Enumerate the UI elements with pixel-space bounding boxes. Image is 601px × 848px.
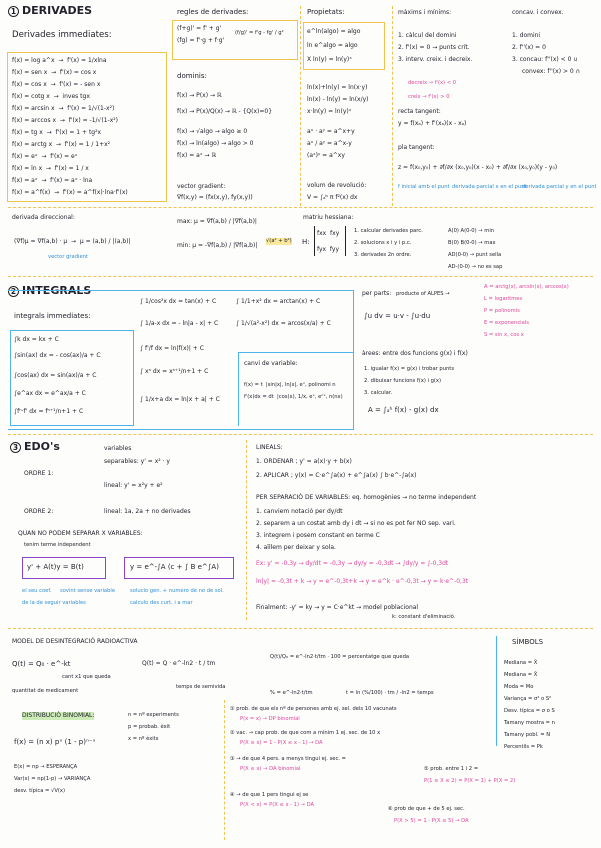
probability-case: ⑤ prob. entre 1 i 2 = (424, 766, 479, 772)
probability-case: ② vac. → cap prob. de que com a mínim 1 ej. sec. de 10 x (230, 730, 381, 736)
integral-row: ∫ 1/x+a dx = ln|x + a| + C (140, 396, 220, 403)
volume-formula: V = ∫ₐᵇ π f²(x) dx (307, 194, 358, 201)
binomial-stat: Var(x) = np(1-p) → VARIANÇA (14, 776, 91, 782)
derivative-rules-title: regles de derivades: (177, 8, 249, 16)
divider-h2 (8, 276, 593, 277)
alpes-row: P = polinomis (484, 308, 520, 314)
hessian-label: H: (302, 238, 310, 246)
max-min-step: 2. f'(x) = 0 → punts crít. (398, 44, 470, 51)
by-parts-formula: ∫u dv = u·v - ∫u·du (364, 312, 431, 320)
directional-derivative-title: derivada direccional: (12, 214, 75, 221)
change-variable-row: f'(x)dx = dt |cos(x), 1/x, eˣ, eⁿˣ, n(nx) (244, 394, 343, 400)
edo-no-separable-title: QUAN NO PODEM SEPARAR X VARIABLES: (18, 530, 143, 537)
edo-note: el seu coef. (22, 588, 52, 594)
gradient-title: vector gradient: (177, 183, 226, 190)
derivative-row: f(x) = sen x → f'(x) = cos x (12, 69, 97, 76)
property-row: ln(x)+ln(y) = ln(x·y) (307, 84, 368, 91)
hessian-step: 2. solucions x i y i p.c. (354, 240, 412, 246)
symbol-row: Mediana = X̄ (504, 672, 538, 678)
edo-order1-label: ORDRE 1: (24, 470, 54, 477)
symbol-row: Variança = σ² o S² (504, 696, 552, 702)
hessian-row: fxx fxy (317, 230, 340, 237)
probability-case: ① prob. de que els nº de persones amb ej. sel. dels 10 vacunats (230, 706, 397, 712)
probability-result: P(x = x) → DP binomial (240, 716, 300, 722)
edo-note: de la de seguir variables (22, 600, 86, 606)
probability-result: P(X ≤ x) → DA binomial (240, 766, 301, 772)
binomial-var: n = nº experiments (128, 712, 179, 718)
areas-title: àrees: entre dos funcions g(x) i f(x) (362, 350, 468, 357)
probability-result: P(X < x) = P(X ≤ x - 1) → DA (240, 802, 315, 808)
probability-case: ⑥ prob de que + de 5 ej. sec. (388, 806, 465, 812)
section-title-integrals: INTEGRALS (22, 284, 92, 297)
probability-case: ④ → de que 1 pers tingui ej se (230, 792, 309, 798)
domain-row: f(x) → ln(algo) → algo > 0 (177, 140, 254, 147)
tangent-line-formula: y = f(xₐ) + f'(xₐ)(x - xₐ) (398, 120, 467, 127)
derivative-row: f(x) = cos x → f'(x) = - sen x (12, 81, 101, 88)
property-row: ln e^algo = algo (307, 42, 358, 49)
linear-step: 1. ORDENAR ; y' = a(x)·y + b(x) (256, 458, 352, 465)
section-title-edos: EDO's (24, 440, 60, 453)
percentage-formula-2: % = e^-ln2·t/tm (270, 690, 313, 696)
property-row: aˣ / aʸ = a^x-y (307, 140, 352, 147)
rule-sum: (f+g)' = f' + g' (177, 25, 222, 32)
binomial-formula: f(x) = (n x) pˣ (1 - p)ⁿ⁻ˣ (14, 738, 96, 746)
hessian-result: AD(0-0) → punt sella (448, 252, 502, 258)
directional-min: min: μ = -∇f(a,b) / |∇f(a,b)| (177, 242, 258, 249)
symbol-row: Tamany pobl. = N (504, 732, 551, 738)
directional-modulus: √(a² + b²) (266, 238, 292, 244)
integral-row: ∫ xⁿ dx = xⁿ⁺¹/n+1 + C (140, 368, 209, 375)
property-row: ln(x) - ln(y) = ln(x/y) (307, 96, 369, 103)
domain-row: f(x) → P(x) → ℝ (177, 92, 222, 99)
hessian-title: matriu hessiana: (303, 214, 354, 221)
rule-product: (fg) = f'·g + f·g' (177, 37, 225, 44)
property-row: X ln(y) = ln(y)ˣ (307, 56, 352, 63)
separation-title: PER SEPARACIÓ DE VARIABLES: eq. homogènies → no terme independent (256, 494, 477, 501)
domain-row: f(x) = aˣ → ℝ (177, 152, 217, 159)
tangent-line-title: recta tangent: (398, 108, 441, 115)
tangent-plane-formula: z = f(x₀,y₀) + ∂f/∂x (x₀,y₀)(x - x₀) + ∂f/∂x (x₀,y₀)(y - y₀) (398, 164, 558, 171)
max-min-title: màxims i mínims: (398, 9, 452, 16)
areas-step: 2. dibuixar funcions f(x) i g(x) (364, 378, 441, 384)
max-min-decrease: decreix → f'(x) < 0 (408, 80, 457, 86)
divider-v1 (300, 6, 301, 206)
property-row: e^ln(algo) = algo (307, 28, 361, 35)
concavity-step: 3. concau: f''(x) < 0 ∪ (512, 56, 578, 63)
derivative-row: f(x) = ln x → f'(x) = 1 / x (12, 165, 89, 172)
separation-step: 3. integrem i posem constant en terme C (256, 532, 380, 539)
integral-row: ∫ 1/√(a²-x²) dx = arcos(x/a) + C (236, 320, 331, 327)
derivative-row: f(x) = arctg x → f'(x) = 1 / 1+x² (12, 141, 111, 148)
divider-v4 (224, 700, 225, 840)
derivative-row: f(x) = tg x → f'(x) = 1 + tg²x (12, 129, 102, 136)
hessian-result: B(0) B(0-0) → max (448, 240, 496, 246)
derivative-row: f(x) = cotg x → inves tgx (12, 93, 90, 100)
alpes-row: L = logaritmes (484, 296, 523, 302)
change-variable-title: canvi de variable: (244, 360, 298, 367)
probability-result: P(X ≥ x) = 1 - P(X ≤ x - 1) → DA (240, 740, 323, 746)
rule-quotient: (f/g)' = f'g - fg' / g² (235, 30, 284, 36)
edo-note: solucio gen. + numero de no de sol. (130, 588, 224, 594)
edo-order2-label: ORDRE 2: (24, 508, 54, 515)
integral-row: ∫ 1/1+x² dx = arctan(x) + C (236, 298, 321, 305)
alpes-row: E = exponencials (484, 320, 529, 326)
symbol-row: Moda = Mo (504, 684, 534, 690)
section-number-3: 3 (10, 442, 21, 453)
divider-v2 (392, 6, 393, 206)
edo-no-separable-note: tenim terme independent (24, 542, 91, 548)
separation-step: 1. canviem notació per dy/dt (256, 508, 343, 515)
symbol-row: Desv. típica = σ o S (504, 708, 555, 714)
probability-result: P(X > 5) = 1 - P(X ≤ 5) → DA (394, 818, 469, 824)
section-number-2: 2 (8, 286, 19, 297)
radioactive-formula: Q(t) = Q₀ · e^-kt (12, 660, 71, 668)
tangent-plane-note: f inicial amb el punt (398, 184, 450, 190)
domain-row: f(x) → P(x)/Q(x) → ℝ - {Q(x)=0} (177, 108, 273, 115)
derivative-row: f(x) = log a^x → f'(x) = 1/xlna (12, 57, 107, 64)
integral-row: ∫e^ax dx = e^ax/a + C (14, 390, 86, 397)
separation-example: ln|y| = -0,3t + k → y = e^-0,3t+k → y = e^k · e^-0,3t → y = k·e^-0,3t (256, 578, 469, 585)
concavity-step: 1. domini (512, 32, 541, 39)
integral-row: ∫ 1/a-x dx = - ln|a - x| + C (140, 320, 219, 327)
tangent-plane-note: derivada parcial x en el punt (452, 184, 527, 190)
properties-title: Propietats: (307, 8, 345, 16)
volume-title: volum de revolució: (307, 182, 367, 189)
hessian-step: 3. derivades 2n ordre. (354, 252, 412, 258)
derivative-row: f(x) = arccos x → f'(x) = -1/√(1-x²) (12, 117, 118, 124)
alpes-row: S = sin x, cos x (484, 332, 524, 338)
max-min-step: 3. interv. creix. i decreix. (398, 56, 473, 63)
divider-h3 (8, 434, 593, 435)
integral-row: ∫cos(ax) dx = sin(ax)/a + C (14, 372, 97, 379)
halflife-formula: Q(t) = Q · e^-ln2 · t / tm (142, 660, 216, 667)
tangent-plane-note: derivada parcial y en el punt (522, 184, 597, 190)
hessian-result: A(0) A(0-0) → min (448, 228, 495, 234)
edo-equation: y' + A(t)y = B(t) (27, 563, 84, 571)
binomial-stat: E(x) = np → ESPERANÇA (14, 764, 78, 770)
binomial-stat: desv. típica = √V(x) (14, 788, 66, 794)
areas-step: 3. calcular. (364, 390, 393, 396)
divider-h1 (8, 207, 593, 208)
edo-order2-linear: lineal: 1a, 2a + no derivades (104, 508, 191, 515)
symbol-row: Tamany mostra = n (504, 720, 555, 726)
radioactive-note: cant x1 que queda (62, 674, 111, 680)
max-min-increase: creix → f'(x) > 0 (408, 94, 450, 100)
concavity-step: convex: f''(x) > 0 ∩ (522, 68, 580, 75)
tangent-plane-title: pla tangent: (398, 144, 435, 151)
edo-note: calculo des curt, i a mar (130, 600, 193, 606)
by-parts-title: per parts: (362, 290, 392, 297)
symbols-box (496, 636, 592, 746)
change-variable-row: f(x) = t |sin|x|, ln|x|, eˣ, polinomi n (244, 382, 336, 388)
derivative-row: f(x) = a^f(x) → f'(x) = a^f(x)·lna·f'(x) (12, 189, 128, 196)
edo-separable: separables: y' = x² · y (104, 458, 170, 465)
hessian-step: 1. calcular derivades parc. (354, 228, 423, 234)
concavity-step: 2. f''(x) = 0 (512, 44, 546, 51)
probability-result: P(1 ≤ X ≤ 2) = P(X = 1) + P(X = 2) (424, 778, 516, 784)
directional-max: max: μ = ∇f(a,b) / |∇f(a,b)| (177, 218, 257, 225)
immediate-derivatives-title: Derivades immediates: (12, 30, 112, 40)
derivative-row: f(x) = aˣ → f'(x) = aˣ · lna (12, 177, 93, 184)
section-title-derivades: DERIVADES (22, 4, 93, 17)
concavity-title: concav. i convex. (512, 9, 564, 16)
linear-title: LINEALS: (256, 444, 283, 451)
edo-note: sovint sense variable (60, 588, 116, 594)
property-row: x·ln(y) = ln(y)ˣ (307, 108, 352, 115)
halflife-note: temps de semivida (176, 684, 226, 690)
divider-h4 (8, 628, 593, 629)
derivative-row: f(x) = arcsin x → f'(x) = 1/√(1-x²) (12, 105, 115, 112)
integral-row: ∫k dx = kx + C (14, 336, 59, 343)
binomial-var: x = nº èxits (128, 736, 159, 742)
divider-v3 (246, 440, 247, 620)
time-formula: t = ln (%/100) · tm / -ln2 = temps (346, 690, 434, 696)
directional-derivative-note: vector gradient (48, 254, 88, 260)
final-model-note: k: constant d'eliminació. (392, 614, 456, 620)
symbols-title: SÍMBOLS (512, 638, 544, 646)
alpes-row: A = arctg(x), arcsin(x), arccos(x) (484, 284, 569, 290)
immediate-integrals-title: integrals immediates: (14, 312, 91, 320)
areas-formula: A = ∫ₐᵇ f(x) - g(x) dx (368, 406, 439, 414)
property-row: (aˣ)ʸ = a^xy (307, 152, 345, 159)
edo-variables-label: variables (104, 445, 132, 452)
domain-row: f(x) → √algo → algo ≥ 0 (177, 128, 248, 135)
separation-step: 2. separem a un costat amb dy i dt → si no es pot fer NO sep. vari. (256, 520, 456, 527)
hessian-row: fyx fyy (317, 246, 340, 253)
radioactive-note: quantitat de medicament (12, 688, 79, 694)
percentage-formula: Q(t)/Q₀ = e^-ln2·t/tm · 100 = percentatge que queda (270, 654, 410, 660)
gradient-formula: ∇f(x,y) = (fx(x,y), fy(x,y)) (177, 194, 253, 201)
property-row: aˣ · aʸ = a^x+y (307, 128, 355, 135)
section-number-1: 1 (8, 6, 19, 17)
linear-step: 2. APLICAR ; y(x) = C·e^∫a(x) + e^∫a(x) ∫ b·e^-∫a(x) (256, 472, 417, 479)
integral-row: ∫sin(ax) dx = - cos(ax)/a + C (14, 352, 101, 359)
directional-derivative-formula: (∇f)μ = ∇f(a,b) · μ → μ = (a,b) / |(a,b)| (14, 238, 131, 245)
binomial-title: DISTRIBUCIÓ BINOMIAL: (22, 712, 95, 719)
integral-row: ∫fⁿ·f' dx = fⁿ⁺¹/n+1 + C (14, 408, 84, 415)
symbol-row: Percentils = Pk (504, 744, 543, 750)
derivative-row: f(x) = eˣ → f'(x) = eˣ (12, 153, 78, 160)
radioactive-model-title: MODEL DE DESINTEGRACIÓ RADIOACTIVA (12, 638, 138, 645)
domains-title: dominis: (177, 72, 207, 80)
separation-step: 4. aïllem per deixar y sola. (256, 544, 336, 551)
symbol-row: Mediana = X̃ (504, 660, 538, 666)
areas-step: 1. igualar f(x) = g(x) i trobar punts (364, 366, 455, 372)
max-min-step: 1. càlcul del domini (398, 32, 457, 39)
integral-row: ∫ f'/f dx = ln|f(x)| + C (140, 345, 204, 352)
by-parts-hint: producte of ALPES → (396, 291, 450, 297)
edo-linear: lineal: y' = x²y + e² (104, 482, 163, 489)
edo-solution: y = e^-∫A (c + ∫ B e^∫A) (130, 563, 219, 571)
hessian-result: AD-(0-0) → no es sap (448, 264, 503, 270)
probability-case: ③ → de que 4 pers. a menys tingui ej. sec. = (230, 756, 346, 762)
final-model: Finalment: -y' = ky → y = C·e^kt → model poblacional (256, 604, 419, 611)
binomial-var: p = probab. èxit (128, 724, 171, 730)
integral-row: ∫ 1/cos²x dx = tan(x) + C (140, 298, 217, 305)
separation-example: Ex: y' = -0,3y → dy/dt = -0,3y → dy/y = -0,3dt → ∫dy/y = ∫-0,3dt (256, 560, 449, 567)
